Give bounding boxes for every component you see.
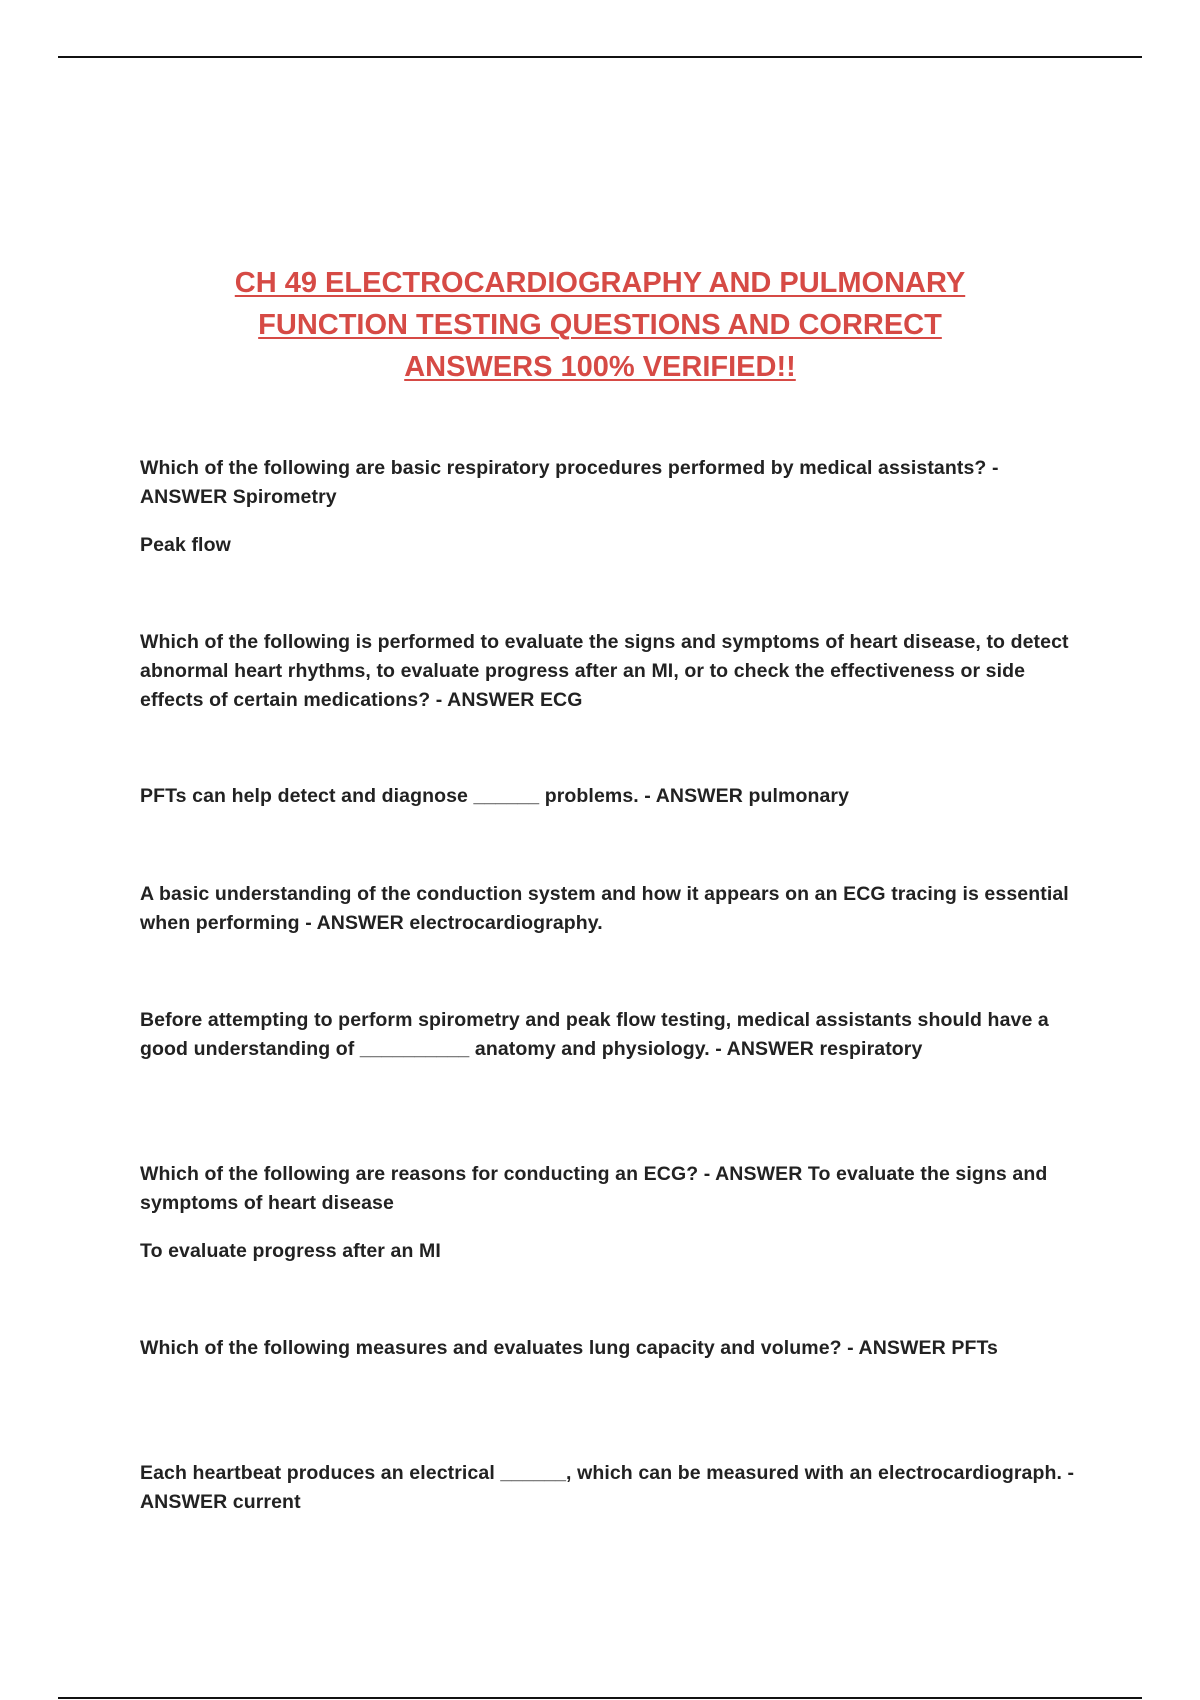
qa-text: Which of the following are basic respiratory procedures performed by medical assistants? - ANSWER Spirometry xyxy=(140,457,999,508)
title-line-2: FUNCTION TESTING QUESTIONS AND CORRECT xyxy=(258,309,942,341)
qa-item-7 xyxy=(140,1334,1080,1363)
qa-item-5 xyxy=(140,1006,1080,1064)
qa-extra: Peak flow xyxy=(140,534,231,556)
qa-text: Before attempting to perform spirometry and peak flow testing, medical assistants should have a good understanding of __________ anatomy and physiology. - ANSWER respiratory xyxy=(140,1009,1049,1060)
qa-text: Which of the following are reasons for conducting an ECG? - ANSWER To evaluate the signs and symptoms of heart disease xyxy=(140,1163,1048,1214)
bottom-rule xyxy=(58,1697,1142,1699)
qa-item-1 xyxy=(140,454,1080,560)
qa-extra: To evaluate progress after an MI xyxy=(140,1240,441,1262)
qa-item-6 xyxy=(140,1160,1080,1266)
qa-text: Which of the following measures and evaluates lung capacity and volume? - ANSWER PFTs xyxy=(140,1337,998,1359)
qa-item-2 xyxy=(140,628,1080,715)
qa-text: PFTs can help detect and diagnose ______ problems. - ANSWER pulmonary xyxy=(140,785,850,807)
qa-text: Each heartbeat produces an electrical ______, which can be measured with an electrocardiograph. - ANSWER current xyxy=(140,1462,1075,1513)
qa-item-8 xyxy=(140,1459,1080,1517)
qa-text: Which of the following is performed to evaluate the signs and symptoms of heart disease, to detect abnormal heart rhythms, to evaluate progress after an MI, or to check the effectiveness or side effects of certain medications? - ANSWER ECG xyxy=(140,631,1069,711)
qa-text: A basic understanding of the conduction system and how it appears on an ECG tracing is essential when performing - ANSWER electrocardiography. xyxy=(140,883,1069,934)
qa-item-4 xyxy=(140,880,1080,938)
document-title xyxy=(150,262,1050,388)
title-line-3: ANSWERS 100% VERIFIED!! xyxy=(404,351,796,383)
top-rule xyxy=(58,56,1142,58)
title-line-1: CH 49 ELECTROCARDIOGRAPHY AND PULMONARY xyxy=(234,267,966,299)
qa-item-3 xyxy=(140,782,1080,811)
